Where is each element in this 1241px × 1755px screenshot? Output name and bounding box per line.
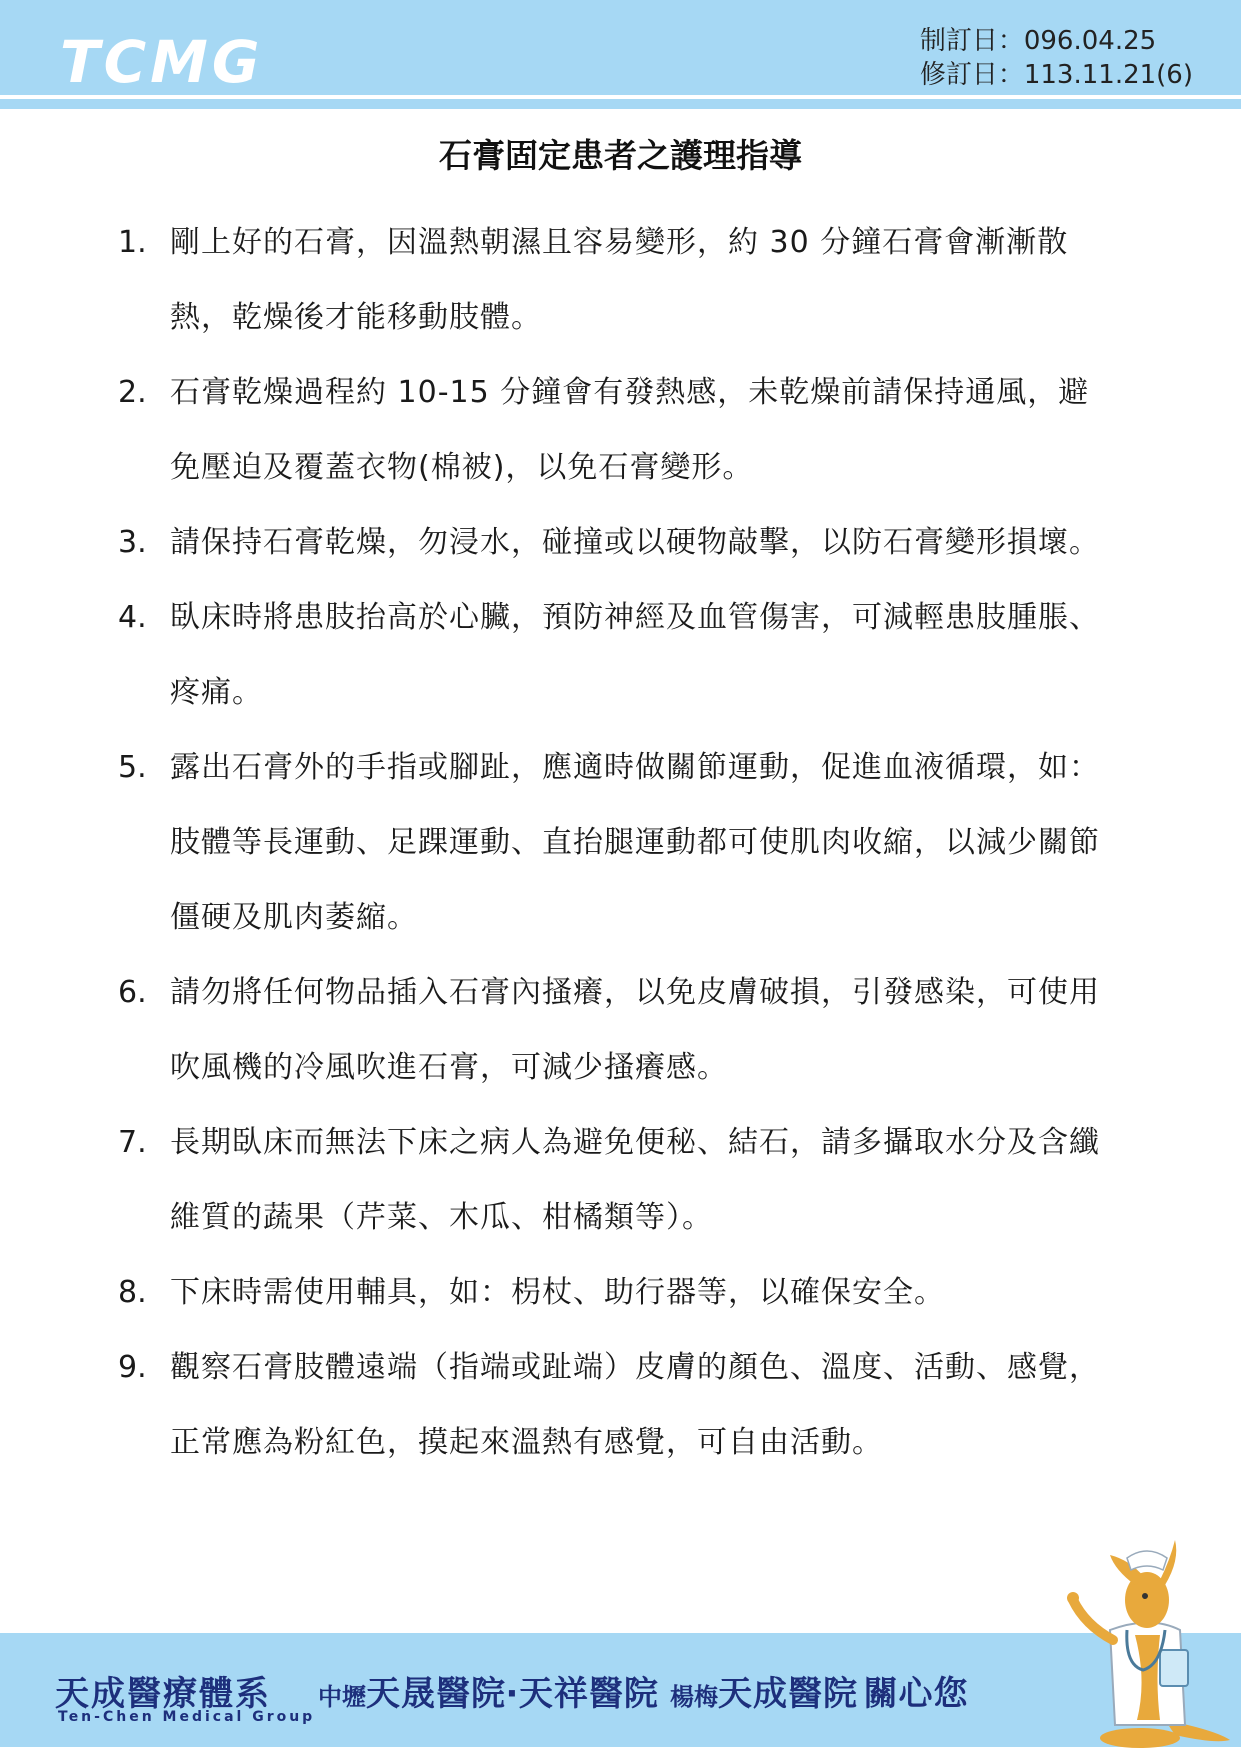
list-item: 3. 請保持石膏乾燥，勿浸水，碰撞或以硬物敲擊，以防石膏變形損壞。 <box>118 525 1100 560</box>
footer-brand-en: Ten-Chen Medical Group <box>58 1709 316 1725</box>
tcmg-logo: TCMG <box>60 28 264 96</box>
list-item: 4. 臥床時將患肢抬高於心臟，預防神經及血管傷害，可減輕患肢腫脹、疼痛。 <box>118 600 1100 710</box>
document-dates <box>920 24 1193 92</box>
list-item: 8. 下床時需使用輔具，如：枴杖、助行器等，以確保安全。 <box>118 1275 945 1310</box>
footer-hospitals: 中壢天晟醫院‧天祥醫院 楊梅天成醫院 關心您 <box>318 1674 969 1714</box>
list-item: 9. 觀察石膏肢體遠端（指端或趾端）皮膚的顏色、溫度、活動、感覺，正常應為粉紅色，摸起來溫熱有感覺，可自由活動。 <box>118 1350 1100 1460</box>
list-item: 5. 露出石膏外的手指或腳趾，應適時做關節運動，促進血液循環，如：肢體等長運動、足踝運動、直抬腿運動都可使肌肉收縮，以減少關節僵硬及肌肉萎縮。 <box>118 750 1100 935</box>
list-item: 6. 請勿將任何物品插入石膏內搔癢，以免皮膚破損，引發感染，可使用吹風機的冷風吹進石膏，可減少搔癢感。 <box>118 975 1100 1085</box>
created-date: 制訂日：096.04.25 <box>919 26 1157 56</box>
list-item: 1. 剛上好的石膏，因溫熱朝濕且容易變形，約 30 分鐘石膏會漸漸散熱，乾燥後才能移動肢體。 <box>118 225 1069 335</box>
header-divider <box>0 99 1241 109</box>
instruction-list <box>118 205 1118 1480</box>
kangaroo-doctor-mascot-icon <box>1065 1530 1235 1750</box>
list-item: 2. 石膏乾燥過程約 10-15 分鐘會有發熱感，未乾燥前請保持通風，避免壓迫及覆蓋衣物(棉被)，以免石膏變形。 <box>118 375 1090 485</box>
footer-brand: 天成醫療體系 <box>55 1674 271 1714</box>
page-title: 石膏固定患者之護理指導 <box>439 136 802 175</box>
list-item: 7. 長期臥床而無法下床之病人為避免便秘、結石，請多攝取水分及含纖維質的蔬果（芹菜、木瓜、柑橘類等）。 <box>118 1125 1100 1235</box>
revised-date: 修訂日：113.11.21(6) <box>919 60 1193 90</box>
